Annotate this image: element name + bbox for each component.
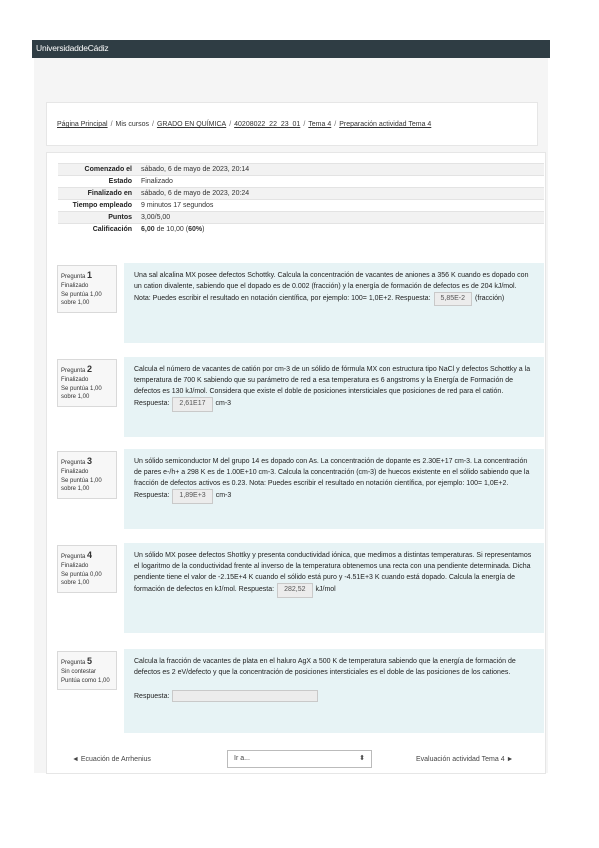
breadcrumb-topic[interactable]: Tema 4 — [308, 121, 332, 128]
summary-label: Calificación — [92, 226, 132, 233]
breadcrumb-separator: / — [152, 121, 154, 128]
question-number — [61, 269, 113, 282]
summary-label: Tiempo empleado — [72, 202, 132, 209]
question-number-value: 5 — [87, 656, 93, 666]
breadcrumb-course[interactable]: 40208022_22_23_01 — [234, 121, 301, 128]
breadcrumb-home[interactable]: Página Principal — [57, 121, 108, 128]
question-text: Un sólido semiconductor M del grupo 14 es dopado con As. La concentración de dopante es 2.30E+17 cm-3. La concentración de pares e-/h+ a 298 K es de 1.00E+10 cm-3. Calcula la concentración (cm-3) de huecos existente en el sólido sabiendo que la fracción de defectos activos es 0.23. Nota: Puedes escribir el resultado en notación científica, por ejemplo: 100= 1,0E+2. Respuesta: — [134, 458, 530, 500]
jump-to-label: Ir a... — [234, 755, 250, 762]
summary-label: Finalizado en — [87, 190, 132, 197]
summary-row — [58, 164, 544, 176]
question-info — [57, 359, 117, 407]
breadcrumb-degree[interactable]: GRADO EN QUÍMICA — [156, 121, 227, 128]
question-info — [57, 545, 117, 593]
question-grade: Se puntúa 0,00 sobre 1,00 — [61, 571, 102, 587]
summary-value: sábado, 6 de mayo de 2023, 20:14 — [141, 166, 250, 173]
breadcrumb-separator: / — [110, 121, 113, 128]
breadcrumb-container — [46, 102, 538, 146]
question-grade: Puntúa como 1,00 — [61, 677, 110, 684]
question-text-box — [124, 263, 544, 343]
question-number-value: 4 — [87, 550, 93, 560]
attempt-summary-table — [58, 163, 544, 235]
answer-field[interactable]: 282,52 — [277, 583, 312, 597]
question-text-box — [124, 357, 544, 437]
jump-to-select[interactable] — [227, 750, 372, 768]
next-activity-link[interactable]: Evaluación actividad Tema 4 ► — [416, 756, 514, 763]
summary-value — [137, 224, 544, 236]
question-number — [61, 655, 113, 668]
question-number — [61, 549, 113, 562]
question-state: Finalizado — [61, 377, 89, 384]
summary-value: 3,00/5,00 — [141, 214, 171, 221]
question-number-value: 2 — [87, 364, 93, 374]
summary-value: sábado, 6 de mayo de 2023, 20:24 — [141, 190, 250, 197]
answer-field[interactable]: 5,85E-2 — [434, 292, 473, 306]
question-prefix: Pregunta — [61, 660, 86, 666]
summary-row — [58, 188, 544, 200]
breadcrumb-activity[interactable]: Preparación actividad Tema 4 — [339, 121, 432, 128]
grade-value: 6,00 — [141, 226, 155, 233]
answer-field[interactable] — [172, 690, 318, 702]
site-logo[interactable]: UniversidaddeCádiz — [36, 43, 109, 53]
question-text: Calcula la fracción de vacantes de plata en el haluro AgX a 500 K de temperatura sabiendo que la energía de formación de defectos es 2 eV/defecto y que la concentración de posiciones intersticiales es el doble de las posiciones de los cationes. — [134, 658, 516, 677]
question-prefix: Pregunta — [61, 554, 86, 560]
summary-row — [58, 176, 544, 188]
summary-row — [58, 200, 544, 212]
question-state: Sin contestar — [61, 669, 97, 676]
question-number — [61, 455, 113, 468]
question-text-box — [124, 449, 544, 529]
answer-unit: cm-3 — [215, 492, 232, 500]
question-text: Una sal alcalina MX posee defectos Schottky. Calcula la concentración de vacantes de aniones a 356 K cuando es dopado con un cation divalente, sabiendo que el dopado es de 0.002 (fracción) y la energía de formación de defectos es de 204 kJ/mol. Nota: Puedes escribir el resultado en notación científica, por ejemplo: 100= 1,0E+2. Respuesta: — [134, 272, 529, 303]
top-navbar — [32, 40, 550, 58]
question-grade: Se puntúa 1,00 sobre 1,00 — [61, 385, 102, 401]
answer-unit: cm-3 — [215, 400, 232, 408]
question-number — [61, 363, 113, 376]
breadcrumb-my-courses: Mis cursos — [115, 121, 149, 128]
breadcrumb-separator: / — [229, 121, 232, 128]
summary-label: Estado — [108, 178, 132, 185]
answer-unit: kJ/mol — [315, 586, 336, 594]
question-prefix: Pregunta — [61, 274, 86, 280]
question-info — [57, 451, 117, 499]
answer-label: Respuesta: — [134, 692, 170, 700]
summary-label: Puntos — [108, 214, 132, 221]
previous-activity-link[interactable]: ◄ Ecuación de Arrhenius — [72, 756, 151, 763]
question-info — [57, 651, 117, 690]
question-number-value: 3 — [87, 456, 93, 466]
question-text: Calcula el número de vacantes de catión por cm-3 de un sólido de fórmula MX con estructura tipo NaCl y defectos Schottky a la temperatura de 700 K sabiendo que su parámetro de red a esa temperatura es 6 angstroms y la Energía de Formación de defectos es 130 kJ/mol. Considera que existe el doble de posiciones intersticiales que posiciones de red para el catión. Respuesta: — [134, 366, 531, 408]
select-arrows-icon: ⬍ — [359, 755, 365, 762]
question-prefix: Pregunta — [61, 460, 86, 466]
question-grade: Se puntúa 1,00 sobre 1,00 — [61, 477, 102, 493]
breadcrumb — [57, 121, 431, 128]
breadcrumb-separator: / — [334, 121, 337, 128]
summary-value: Finalizado — [141, 178, 173, 185]
answer-unit: (fracción) — [475, 295, 505, 303]
grade-percent: 60% — [188, 226, 203, 233]
question-number-value: 1 — [87, 270, 93, 280]
question-text: Un sólido MX posee defectos Shottky y presenta conductividad iónica, que medimos a distintas temperaturas. Si representamos el logaritmo de la conductividad frente al inverso de la temperatura obtenemos una recta con una pendiente determinada. Dicha pendiente tiene el valor de -2.15E+4 K cuando el sólido está puro y -4.51E+3 K cuando está dopado. Calcula la energía de formación de defectos en kJ/mol. Respuesta: — [134, 552, 532, 594]
summary-row — [58, 224, 544, 236]
breadcrumb-separator: / — [303, 121, 306, 128]
question-grade: Se puntúa 1,00 sobre 1,00 — [61, 291, 102, 307]
answer-field[interactable]: 2,61E17 — [172, 397, 212, 411]
question-prefix: Pregunta — [61, 368, 86, 374]
summary-label: Comenzado el — [84, 166, 132, 173]
question-text-box — [124, 649, 544, 733]
question-info — [57, 265, 117, 313]
answer-row — [134, 690, 534, 702]
question-state: Finalizado — [61, 283, 89, 290]
summary-value: 9 minutos 17 segundos — [141, 202, 214, 209]
answer-field[interactable]: 1,89E+3 — [172, 489, 212, 503]
question-state: Finalizado — [61, 563, 89, 570]
question-text-box — [124, 543, 544, 633]
grade-close: ) — [202, 226, 205, 233]
grade-rest: de 10,00 ( — [154, 226, 189, 233]
summary-row — [58, 212, 544, 224]
question-state: Finalizado — [61, 469, 89, 476]
